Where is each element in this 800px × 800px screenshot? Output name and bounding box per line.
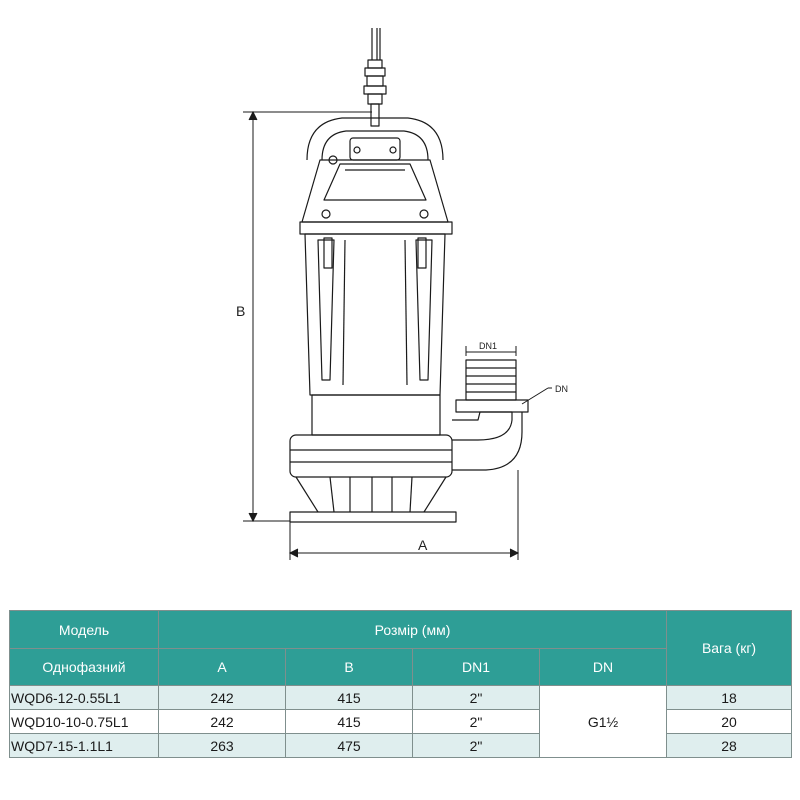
- table-row: [10, 686, 792, 710]
- header-dn: DN: [540, 649, 667, 686]
- header-model: Модель: [10, 611, 159, 649]
- cell-model: WQD6-12-0.55L1: [10, 686, 159, 710]
- dimension-a-label: A: [418, 537, 428, 553]
- cell-weight: 28: [667, 734, 792, 758]
- pump-base: [290, 477, 456, 522]
- outlet-elbow: [452, 360, 528, 470]
- cell-a: 263: [159, 734, 286, 758]
- table-header-row: [10, 611, 792, 649]
- pump-housing: [290, 395, 452, 477]
- dimension-b-label: B: [236, 303, 246, 319]
- motor-body: [305, 234, 445, 395]
- header-b: B: [286, 649, 413, 686]
- dimension-a-line: [290, 470, 518, 560]
- motor-cap: [300, 160, 452, 234]
- table-row: [10, 710, 792, 734]
- cell-weight: 20: [667, 710, 792, 734]
- header-size: Розмір (мм): [159, 611, 667, 649]
- cell-b: 475: [286, 734, 413, 758]
- power-cable: [364, 28, 386, 126]
- header-weight: Вага (кг): [667, 611, 792, 686]
- cell-weight: 18: [667, 686, 792, 710]
- cell-a: 242: [159, 686, 286, 710]
- cell-dn1: 2": [413, 734, 540, 758]
- header-a: A: [159, 649, 286, 686]
- table-row: [10, 734, 792, 758]
- cell-dn1: 2": [413, 710, 540, 734]
- header-dn1: DN1: [413, 649, 540, 686]
- cell-dn1: 2": [413, 686, 540, 710]
- cell-dn: G1½: [540, 686, 667, 758]
- cell-a: 242: [159, 710, 286, 734]
- spec-table: [9, 610, 792, 758]
- cell-b: 415: [286, 686, 413, 710]
- cell-model: WQD7-15-1.1L1: [10, 734, 159, 758]
- dimension-dn-leader: [522, 388, 552, 404]
- dimension-dn1-label: DN1: [479, 341, 498, 351]
- dimension-dn-label: DN: [555, 384, 568, 394]
- header-phase: Однофазний: [10, 649, 159, 686]
- cell-model: WQD10-10-0.75L1: [10, 710, 159, 734]
- carry-handle: [307, 118, 443, 164]
- cell-b: 415: [286, 710, 413, 734]
